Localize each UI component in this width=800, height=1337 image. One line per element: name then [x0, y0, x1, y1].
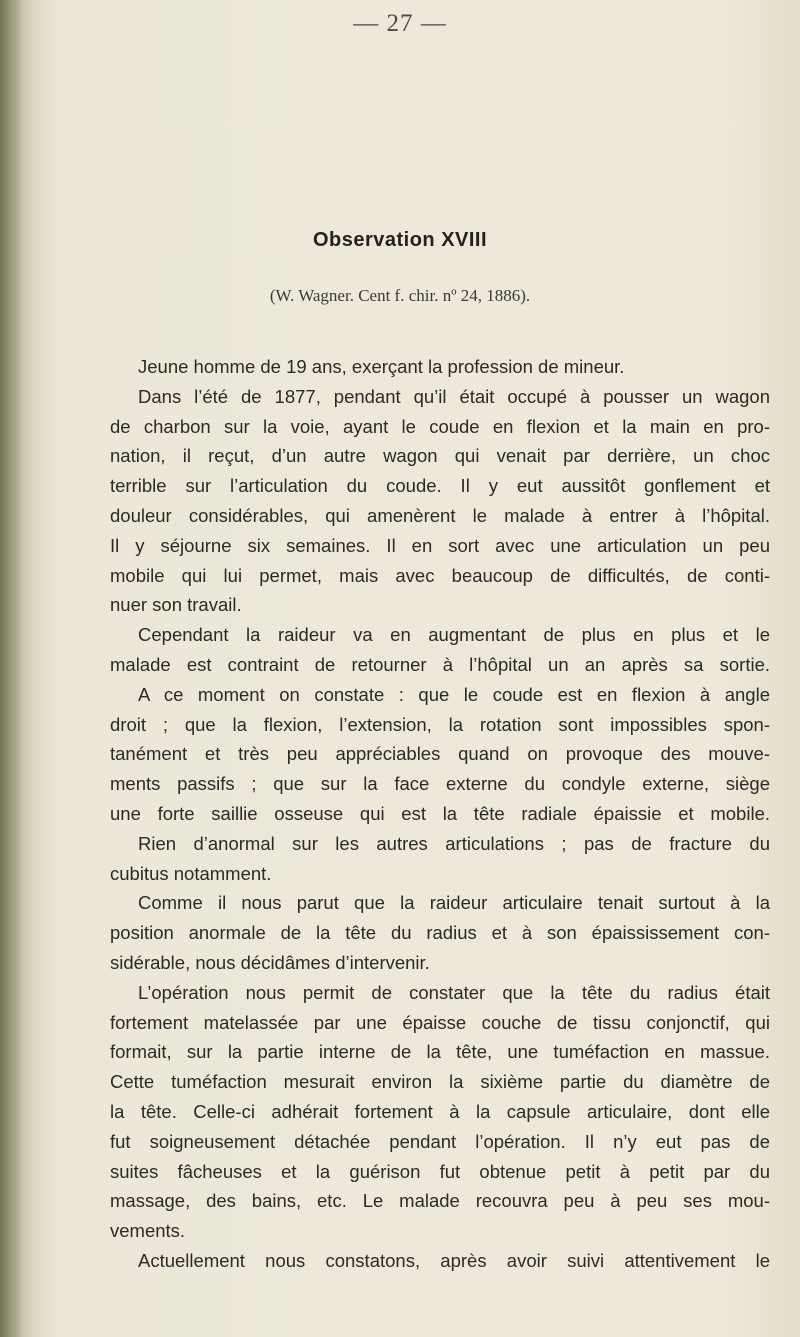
text-line: sidérable, nous décidâmes d’intervenir.: [110, 951, 430, 973]
text-line: ments passifs ; que sur la face externe du condyle externe, siège: [110, 773, 770, 795]
text-line: Il y séjourne six semaines. Il en sort avec une articulation un peu: [110, 534, 770, 556]
text-line: fut soigneusement détachée pendant l’opération. Il n’y eut pas de: [110, 1130, 770, 1152]
text-line: fortement matelassée par une épaisse couche de tissu conjonctif, qui: [110, 1011, 770, 1033]
text-line: nation, il reçut, d’un autre wagon qui venait par derrière, un choc: [110, 445, 770, 467]
text-line: nuer son travail.: [110, 594, 242, 616]
text-line: Cette tuméfaction mesurait environ la sixième partie du diamètre de: [110, 1071, 770, 1093]
body-text: [110, 352, 770, 1276]
text-line: Comme il nous parut que la raideur articulaire tenait surtout à la: [138, 892, 770, 914]
text-line: Dans l’été de 1877, pendant qu’il était occupé à pousser un wagon: [138, 385, 770, 407]
text-line: vements.: [110, 1220, 186, 1242]
text-line: une forte saillie osseuse qui est la tête radiale épaissie et mobile.: [110, 802, 770, 824]
text-line: tanément et très peu appréciables quand on provoque des mouve-: [110, 743, 770, 765]
text-line: douleur considérables, qui amenèrent le malade à entrer à l’hôpital.: [110, 504, 770, 526]
text-line: L’opération nous permit de constater que la tête du radius était: [138, 981, 770, 1003]
text-line: la tête. Celle-ci adhérait fortement à la capsule articulaire, dont elle: [110, 1100, 770, 1122]
text-line: massage, des bains, etc. Le malade recouvra peu à peu ses mou-: [110, 1190, 770, 1212]
citation: (W. Wagner. Cent f. chir. nº 24, 1886).: [269, 286, 531, 305]
text-line: mobile qui lui permet, mais avec beaucoup de difficultés, de conti-: [110, 564, 770, 586]
text-line: droit ; que la flexion, l’extension, la rotation sont impossibles spon-: [110, 713, 770, 735]
text-line: malade est contraint de retourner à l’hôpital un an après sa sortie.: [110, 653, 770, 675]
text-line: Cependant la raideur va en augmentant de plus en plus et le: [138, 624, 770, 646]
text-line: Jeune homme de 19 ans, exerçant la profession de mineur.: [138, 356, 625, 377]
text-line: suites fâcheuses et la guérison fut obtenue petit à petit par du: [110, 1160, 770, 1182]
text-line: terrible sur l’articulation du coude. Il y eut aussitôt gonflement et: [110, 475, 770, 497]
text-line: formait, sur la partie interne de la tête, une tuméfaction en massue.: [110, 1041, 770, 1063]
text-line: cubitus notamment.: [110, 862, 272, 884]
observation-heading: Observation XVIII: [312, 229, 488, 251]
text-line: position anormale de la tête du radius et à son épaississement con-: [110, 922, 770, 944]
book-spine-shadow: [0, 0, 22, 1337]
text-line: de charbon sur la voie, ayant le coude en flexion et la main en pro-: [110, 415, 770, 437]
text-line: Rien d’anormal sur les autres articulations ; pas de fracture du: [138, 832, 770, 854]
text-line: Actuellement nous constatons, après avoir suivi attentivement le: [138, 1249, 770, 1271]
page-number: — 27 —: [353, 10, 447, 37]
text-line: A ce moment on constate : que le coude est en flexion à angle: [138, 683, 770, 705]
